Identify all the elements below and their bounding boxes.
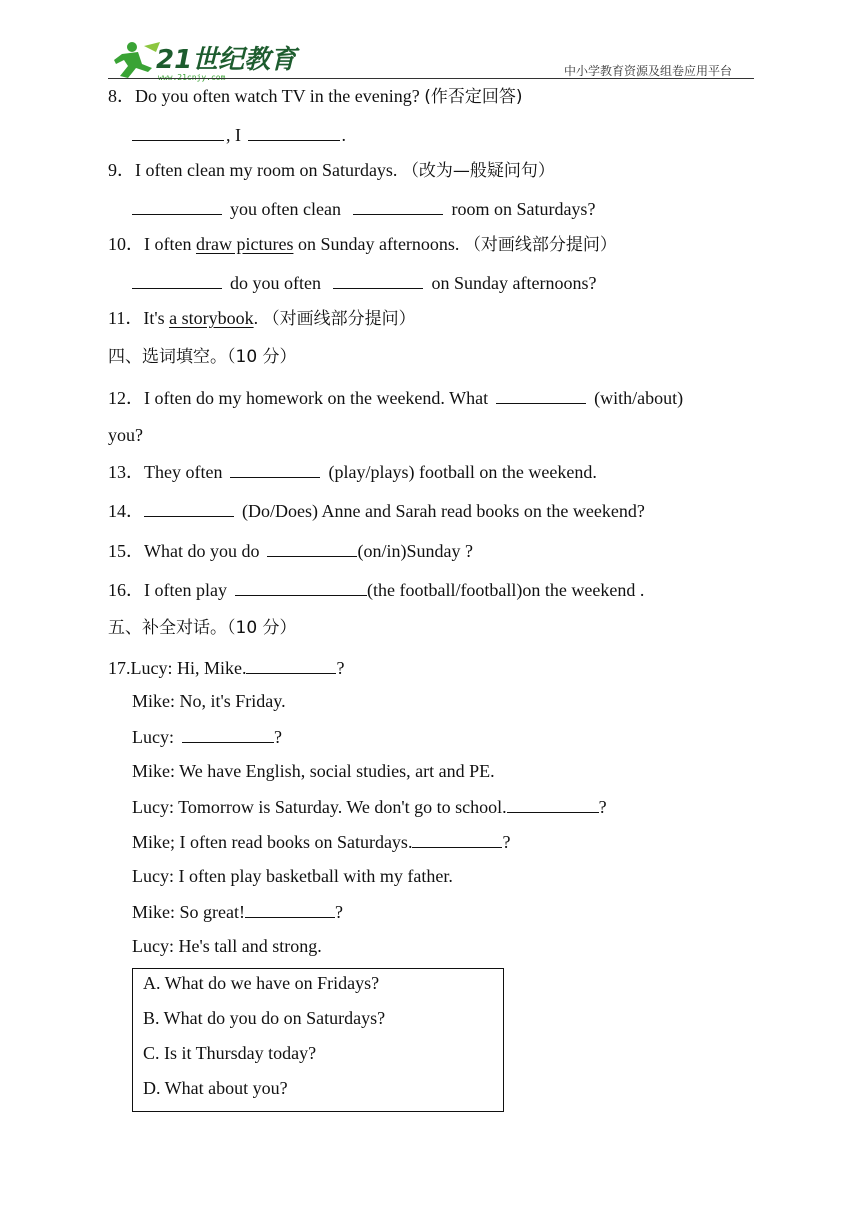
dialogue-line-5 — [132, 795, 607, 818]
q12-continuation: you? — [108, 425, 143, 445]
q13-text-pre: They often — [144, 462, 223, 482]
answer-blank[interactable] — [496, 386, 586, 404]
q14-text-post: (Do/Does) Anne and Sarah read books on the weekend? — [242, 501, 645, 521]
dialogue-l1-text: 17.Lucy: Hi, Mike. — [108, 658, 247, 678]
dialogue-l6-end: ? — [502, 832, 511, 852]
q9-text: I often clean my room on Saturdays. — [135, 160, 398, 180]
q11-text-pre: It's — [143, 308, 170, 328]
question-15 — [108, 539, 473, 562]
answer-blank[interactable] — [267, 539, 357, 557]
q10-answer-part2: on Sunday afternoons? — [431, 273, 597, 293]
dialogue-l8-text: Mike: So great! — [132, 902, 245, 922]
q8-answer-mid: , I — [226, 125, 241, 145]
q9-number: 9． — [108, 160, 135, 180]
dialogue-l1-end: ? — [336, 658, 345, 678]
dialogue-line-4: Mike: We have English, social studies, art and PE. — [132, 761, 495, 781]
answer-blank[interactable] — [507, 795, 599, 813]
dialogue-line-3 — [132, 725, 282, 748]
dialogue-l5-end: ? — [598, 797, 607, 817]
answer-blank[interactable] — [245, 900, 335, 918]
option-c: C. Is it Thursday today? — [143, 1043, 317, 1063]
dialogue-line-7: Lucy: I often play basketball with my father. — [132, 866, 453, 886]
q11-underlined: a storybook — [169, 308, 254, 328]
answer-blank[interactable] — [235, 578, 367, 596]
options-box — [132, 968, 504, 1112]
question-10 — [108, 233, 617, 256]
answer-blank[interactable] — [412, 830, 502, 848]
dialogue-line-8 — [132, 900, 343, 923]
q9-answer — [132, 197, 595, 220]
q8-instruction: (作否定回答) — [424, 87, 523, 107]
answer-blank[interactable] — [246, 656, 336, 674]
platform-name: 中小学教育资源及组卷应用平台 — [563, 64, 732, 78]
q11-number: 11． — [108, 308, 144, 328]
q10-text-pre: I often — [144, 234, 196, 254]
logo-icon — [108, 38, 308, 82]
answer-blank[interactable] — [182, 725, 274, 743]
question-8 — [108, 85, 523, 108]
q16-text-pre: I often play — [144, 580, 227, 600]
dialogue-l3-end: ? — [274, 727, 282, 747]
page-header — [108, 38, 754, 82]
question-13 — [108, 460, 597, 483]
question-9 — [108, 159, 555, 182]
dialogue-l8-end: ? — [334, 902, 343, 922]
q14-number: 14． — [108, 501, 144, 521]
option-d: D. What about you? — [143, 1078, 288, 1098]
q15-text-pre: What do you do — [144, 541, 260, 561]
option-a: A. What do we have on Fridays? — [143, 973, 380, 993]
q9-answer-part1: you often clean — [230, 199, 341, 219]
q16-text-post: (the football/football)on the weekend . — [366, 580, 645, 600]
q12-text-pre: I often do my homework on the weekend. What — [144, 388, 489, 408]
answer-blank[interactable] — [248, 123, 340, 141]
section-4-heading: 四、选词填空。（10 分） — [108, 347, 297, 367]
option-b: B. What do you do on Saturdays? — [143, 1008, 386, 1028]
question-14 — [108, 499, 645, 522]
answer-blank[interactable] — [132, 271, 222, 289]
q10-number: 10． — [108, 234, 144, 254]
header-divider — [108, 78, 754, 79]
answer-blank[interactable] — [144, 499, 234, 517]
q10-text-post: on Sunday afternoons. — [293, 234, 460, 254]
question-16 — [108, 578, 644, 601]
answer-blank[interactable] — [132, 197, 222, 215]
q13-number: 13． — [108, 462, 144, 482]
answer-blank[interactable] — [132, 123, 224, 141]
question-11 — [108, 307, 416, 330]
answer-blank[interactable] — [230, 460, 320, 478]
q11-instruction: （对画线部分提问） — [262, 309, 416, 329]
q9-answer-part2: room on Saturdays? — [451, 199, 596, 219]
q8-number: 8． — [108, 86, 135, 106]
q10-underlined: draw pictures — [195, 234, 294, 254]
dialogue-l3-text: Lucy: — [132, 727, 174, 747]
q10-answer-part1: do you often — [230, 273, 321, 293]
q11-text-post: . — [253, 308, 259, 328]
q8-answer-end: . — [341, 125, 346, 145]
dialogue-line-9: Lucy: He's tall and strong. — [132, 936, 322, 956]
answer-blank[interactable] — [333, 271, 423, 289]
q16-number: 16． — [108, 580, 144, 600]
answer-blank[interactable] — [353, 197, 443, 215]
q10-instruction: （对画线部分提问） — [463, 235, 617, 255]
q12-number: 12． — [108, 388, 144, 408]
dialogue-l6-text: Mike; I often read books on Saturdays. — [132, 832, 413, 852]
logo-text: 21世纪教育 — [156, 45, 297, 75]
dialogue-line-2: Mike: No, it's Friday. — [132, 691, 286, 711]
q9-instruction: （改为—般疑问句） — [401, 161, 555, 181]
dialogue-line-6 — [132, 830, 510, 853]
q8-text: Do you often watch TV in the evening? — [135, 86, 420, 106]
section-5-heading: 五、补全对话。（10 分） — [108, 618, 297, 638]
q8-answer — [132, 123, 346, 146]
q12-text-post: (with/about) — [594, 388, 684, 408]
dialogue-line-1 — [108, 656, 344, 679]
q10-answer — [132, 271, 596, 294]
q15-text-post: (on/in)Sunday ? — [357, 541, 473, 561]
q13-text-post: (play/plays) football on the weekend. — [328, 462, 597, 482]
question-12 — [108, 386, 683, 409]
q15-number: 15． — [108, 541, 144, 561]
dialogue-l5-text: Lucy: Tomorrow is Saturday. We don't go to school. — [132, 797, 507, 817]
